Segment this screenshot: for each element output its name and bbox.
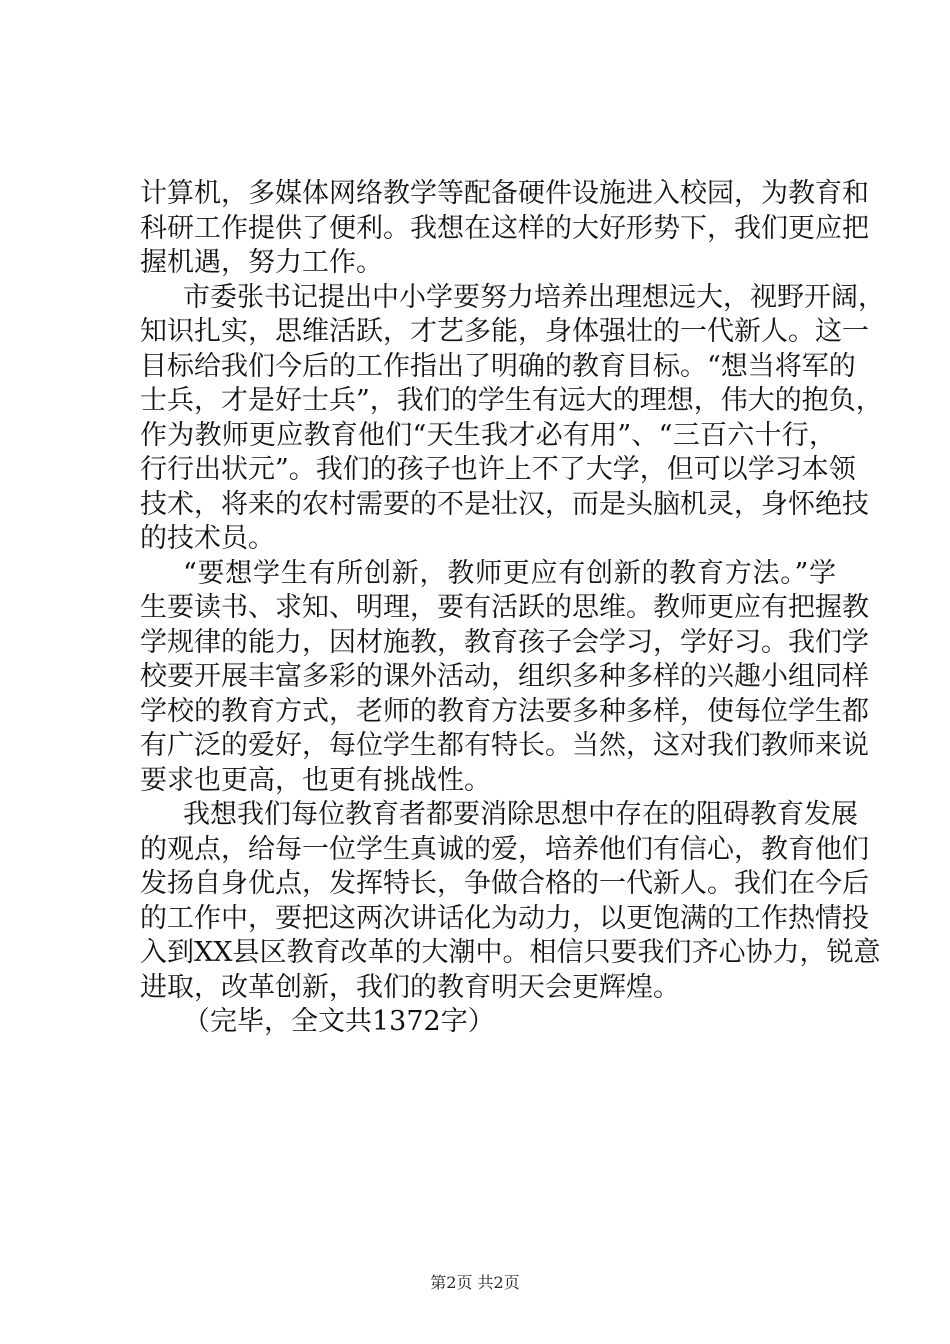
text-line: 入到XX县区教育改革的大潮中。相信只要我们齐心协力，锐意 <box>140 937 881 968</box>
text-line: 计算机，多媒体网络教学等配备硬件设施进入校园，为教育和 <box>140 178 869 209</box>
text-line: 要求也更高，也更有挑战性。 <box>140 764 491 796</box>
document-body <box>140 177 885 1040</box>
text-line: 发扬自身优点，发挥特长，争做合格的一代新人。我们在今后 <box>140 868 869 899</box>
text-line: 学校的教育方式，老师的教育方法要多种多样，使每位学生都 <box>140 695 869 727</box>
text-line: 目标给我们今后的工作指出了明确的教育目标。“想当将军的 <box>140 350 856 382</box>
text-line: 我想我们每位教育者都要消除思想中存在的阻碍教育发展 <box>183 799 858 830</box>
text-line: “要想学生有所创新，教师更应有创新的教育方法。”学 <box>183 557 836 589</box>
text-line: 士兵，才是好士兵”，我们的学生有远大的理想，伟大的抱负， <box>140 385 883 416</box>
text-line: 有广泛的爱好，每位学生都有特长。当然，这对我们教师来说 <box>140 730 869 761</box>
text-line: 作为教师更应教育他们“天生我才必有用”、“三百六十行， <box>140 419 836 451</box>
text-line: 知识扎实，思维活跃，才艺多能，身体强壮的一代新人。这一 <box>140 316 869 347</box>
text-line: 进取，改革创新，我们的教育明天会更辉煌。 <box>140 971 680 1003</box>
text-line: 行行出状元”。我们的孩子也许上不了大学，但可以学习本领 <box>140 454 856 485</box>
text-line: 学规律的能力，因材施教，教育孩子会学习，学好习。我们学 <box>140 626 869 658</box>
text-line: 握机遇，努力工作。 <box>140 247 383 278</box>
text-line: 技术，将来的农村需要的不是壮汉，而是头脑机灵，身怀绝技 <box>140 488 869 520</box>
text-line: 科研工作提供了便利。我想在这样的大好形势下，我们更应把 <box>140 212 869 244</box>
text-line: 的观点，给每一位学生真诚的爱，培养他们有信心，教育他们 <box>140 833 869 865</box>
text-line: 的技术员。 <box>140 523 275 554</box>
page-footer: 第2页 共2页 <box>430 1273 520 1292</box>
text-line: 的工作中，要把这两次讲话化为动力，以更饱满的工作热情投 <box>140 902 869 934</box>
text-line: 生要读书、求知、明理，要有活跃的思维。教师更应有把握教 <box>140 592 869 623</box>
text-line: （完毕，全文共1372字） <box>183 1006 495 1037</box>
text-line: 市委张书记提出中小学要努力培养出理想远大，视野开阔， <box>183 281 885 313</box>
text-line: 校要开展丰富多彩的课外活动，组织多种多样的兴趣小组同样 <box>140 661 869 692</box>
